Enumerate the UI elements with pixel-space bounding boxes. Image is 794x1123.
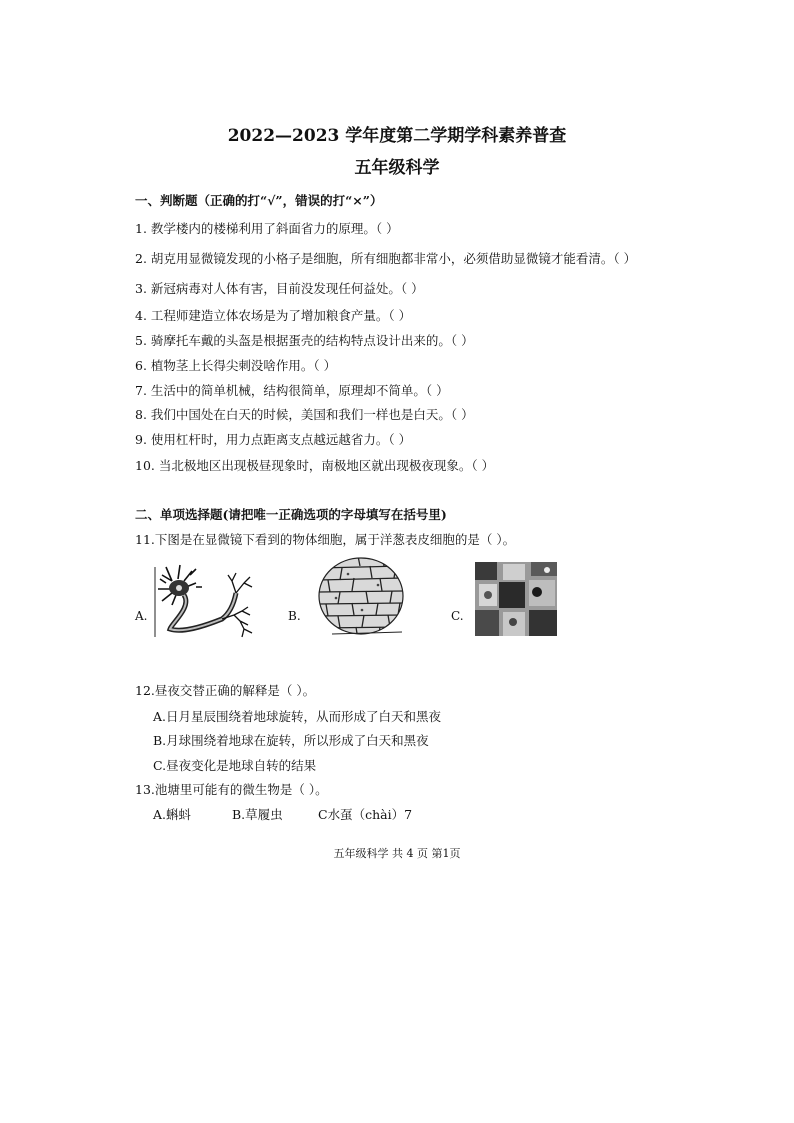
q12-option-b: B.月球围绕着地球在旋转，所以形成了白天和黑夜 <box>153 733 429 748</box>
q11-label-b: B. <box>288 609 301 623</box>
true-false-item-2: 2. 胡克用显微镜发现的小格子是细胞，所有细胞都非常小，必须借助显微镜才能看清。（ ） <box>135 251 637 266</box>
q12-option-a: A.日月星辰围绕着地球旋转，从而形成了白天和黑夜 <box>153 709 442 724</box>
true-false-item-3: 3. 新冠病毒对人体有害，目前没发现任何益处。（ ） <box>135 281 424 296</box>
section2-heading: 二、单项选择题(请把唯一正确选项的字母填写在括号里) <box>135 507 447 522</box>
true-false-item-10: 10. 当北极地区出现极昼现象时，南极地区就出现极夜现象。（ ） <box>135 458 495 473</box>
true-false-item-8: 8. 我们中国处在白天的时候，美国和我们一样也是白天。（ ） <box>135 407 474 422</box>
page-footer: 五年级科学 共 4 页 第1页 <box>333 847 461 860</box>
true-false-item-7: 7. 生活中的简单机械，结构很简单，原理却不简单。（ ） <box>135 383 449 398</box>
q12-option-c: C.昼夜变化是地球自转的结果 <box>153 758 317 773</box>
q11-label-c: C. <box>451 609 464 623</box>
q13-option-a: A.蝌蚪 <box>153 807 192 822</box>
true-false-item-5: 5. 骑摩托车戴的头盔是根据蛋壳的结构特点设计出来的。（ ） <box>135 333 474 348</box>
neuron-cell-image <box>152 563 262 643</box>
question-11: 11.下图是在显微镜下看到的物体细胞，属于洋葱表皮细胞的是（ ）。 <box>135 532 516 547</box>
question-12: 12.昼夜交替正确的解释是（ ）。 <box>135 683 316 698</box>
q13-option-c: C水虿（chài）7 <box>318 807 413 822</box>
true-false-item-6: 6. 植物茎上长得尖刺没啥作用。（ ） <box>135 358 337 373</box>
section1-heading: 一、判断题（正确的打“√”，错误的打“×”） <box>135 193 383 208</box>
true-false-item-4: 4. 工程师建造立体农场是为了增加粮食产量。（ ） <box>135 308 412 323</box>
exam-title: 2022—2023 学年度第二学期学科素养普查 <box>227 126 567 146</box>
q13-option-b: B.草履虫 <box>232 807 283 822</box>
blood-cell-image <box>475 562 557 636</box>
question-13: 13.池塘里可能有的微生物是（ ）。 <box>135 782 328 797</box>
true-false-item-1: 1. 教学楼内的楼梯利用了斜面省力的原理。（ ） <box>135 221 399 236</box>
true-false-item-9: 9. 使用杠杆时，用力点距离支点越远越省力。（ ） <box>135 432 412 447</box>
q11-label-a: A. <box>135 609 148 623</box>
exam-subtitle: 五年级科学 <box>354 158 440 178</box>
onion-epidermis-cell-image <box>318 556 404 640</box>
